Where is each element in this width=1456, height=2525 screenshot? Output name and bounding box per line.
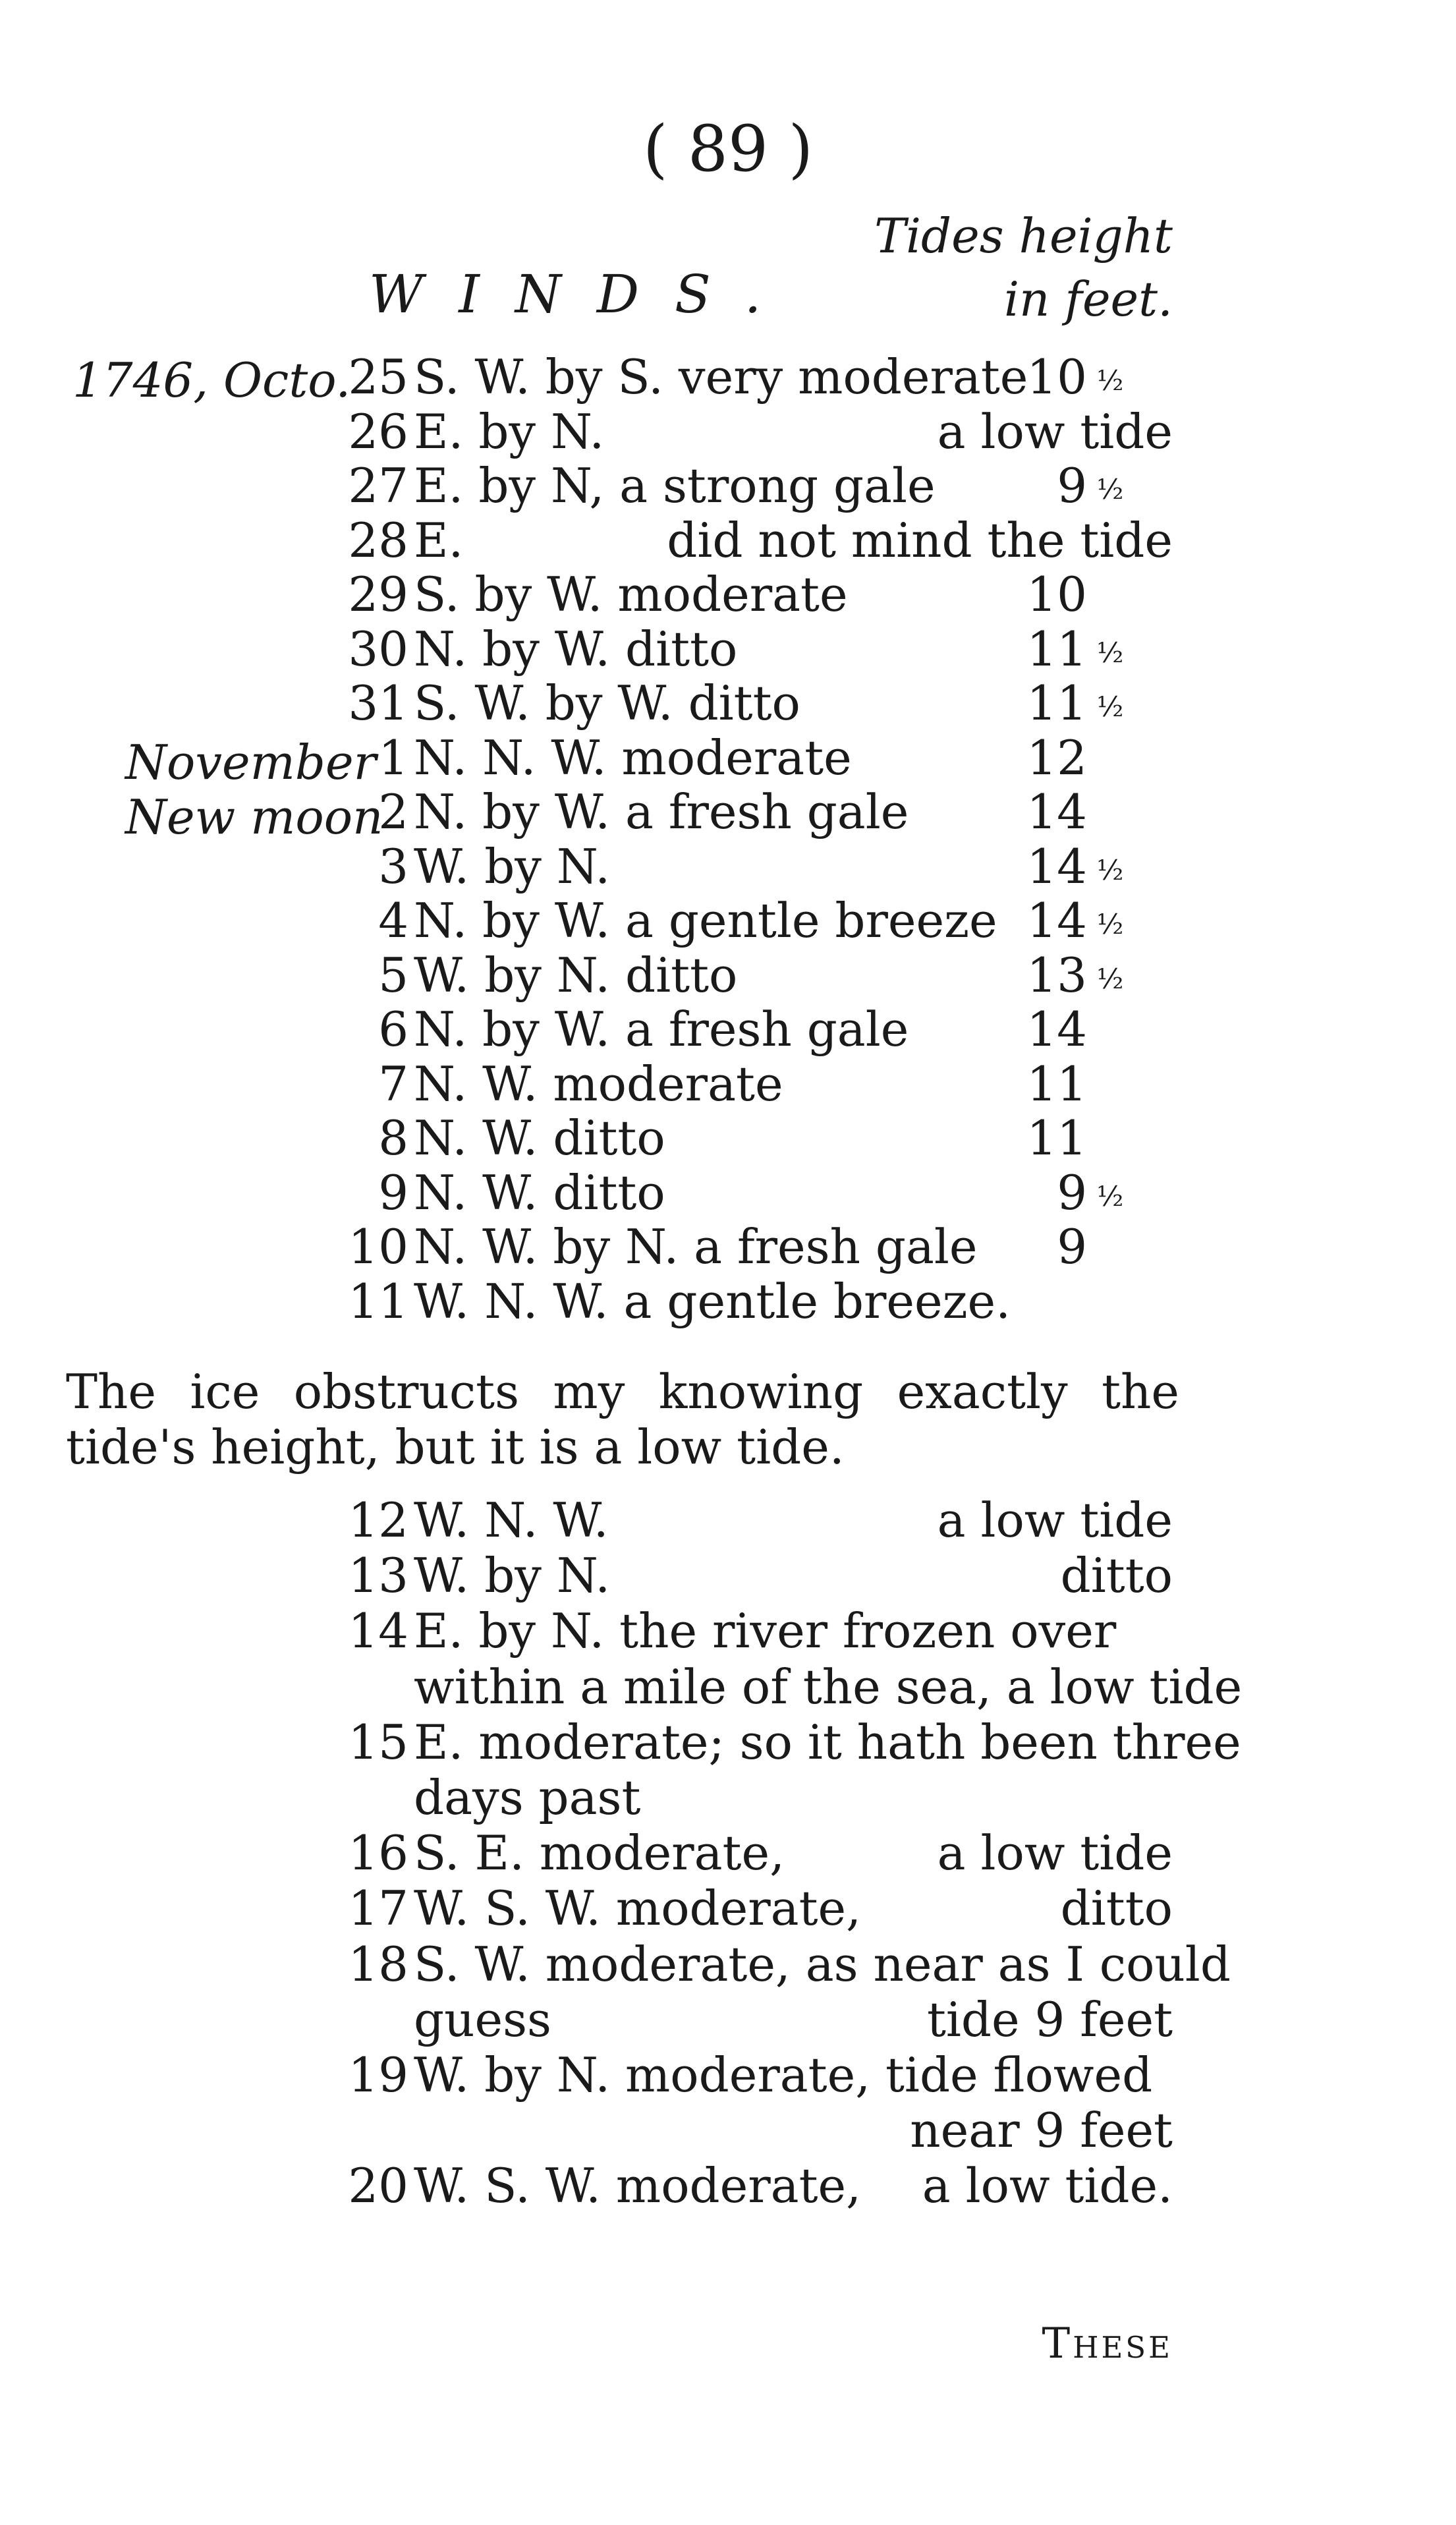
tide-height-fraction: ½ <box>1096 636 1124 669</box>
entry-row <box>0 513 1456 568</box>
entry-day: 25 <box>348 349 408 405</box>
entry-wind-description: W. N. W. <box>414 1492 609 1548</box>
entry-wind-description: N. by W. a fresh gale <box>414 784 909 839</box>
tide-height-value: 14 <box>1026 1002 1087 1057</box>
tide-height-value: 9 <box>1057 458 1087 513</box>
entry-row <box>0 675 1456 731</box>
entry-row <box>0 349 1456 405</box>
entry-row <box>0 1715 1456 1770</box>
entry-row <box>0 948 1456 1003</box>
entry-row <box>0 1770 1456 1825</box>
entry-day: 12 <box>348 1492 408 1548</box>
tide-height-value: 14 <box>1026 838 1087 894</box>
entry-day: 17 <box>348 1881 408 1937</box>
entry-row <box>0 1492 1456 1548</box>
entry-row <box>0 1881 1456 1936</box>
entry-day: 6 <box>378 1002 408 1057</box>
entry-row <box>0 1937 1456 1992</box>
entry-day: 10 <box>348 1219 408 1274</box>
entry-wind-description: N. by W. ditto <box>414 621 738 677</box>
entry-tide-height <box>1026 1110 1133 1166</box>
entry-day: 14 <box>348 1603 408 1659</box>
entry-row <box>0 1274 1456 1329</box>
entry-row <box>0 1002 1456 1057</box>
entry-wind-description: W. by N. ditto <box>414 947 738 1003</box>
entry-row <box>0 2047 1456 2103</box>
entry-wind-description: N. W. ditto <box>414 1110 665 1166</box>
tide-height-value: 10 <box>1026 349 1087 405</box>
entry-row <box>0 1056 1456 1112</box>
entry-row <box>0 1165 1456 1220</box>
tides-height-header <box>874 204 1173 331</box>
entry-tide-height <box>1026 948 1133 1007</box>
tide-height-fraction: ½ <box>1096 908 1124 940</box>
tide-height-value: 14 <box>1026 893 1087 948</box>
november-label: November <box>125 735 377 790</box>
entry-wind-description: S. by W. moderate <box>414 567 848 622</box>
entry-wind-description: N. by W. a fresh gale <box>414 1002 909 1057</box>
entry-tide-height <box>1087 1274 1133 1329</box>
entry-wind-description: E. moderate; so it hath been three <box>414 1714 1241 1770</box>
entry-row <box>0 1110 1456 1166</box>
entry-wind-description: W. S. W. moderate, <box>414 2158 862 2214</box>
entry-day: 15 <box>348 1714 408 1770</box>
entry-row <box>0 2103 1456 2158</box>
entry-tide-height <box>1026 675 1133 735</box>
entry-day: 13 <box>348 1548 408 1604</box>
entry-wind-description: W. by N. <box>414 1548 611 1604</box>
entry-tide-height <box>1057 458 1133 517</box>
entry-tide-height <box>1026 784 1133 839</box>
entry-tide-height <box>1026 567 1133 622</box>
entry-wind-description: E. <box>414 512 464 568</box>
entry-day: 3 <box>378 838 408 894</box>
entry-wind-description: N. W. ditto <box>414 1164 665 1220</box>
entry-day: 5 <box>378 947 408 1003</box>
entry-day: 27 <box>348 458 408 513</box>
entry-row <box>0 1659 1456 1715</box>
tide-height-value: 11 <box>1026 621 1087 677</box>
entry-tide-height <box>1026 839 1133 898</box>
new-moon-label: New moon <box>125 789 383 845</box>
tide-height-fraction: ½ <box>1096 364 1124 397</box>
entry-tide-note: did not mind the tide <box>667 512 1173 568</box>
entry-day: 1 <box>378 729 408 785</box>
tide-height-value: 11 <box>1026 1110 1087 1166</box>
entry-tide-height <box>1087 404 1133 459</box>
tides-header-line-2: in feet. <box>1004 271 1173 327</box>
year-month-label: 1746, Octo. <box>72 353 351 408</box>
entry-tide-height <box>1026 349 1133 409</box>
tide-height-fraction: ½ <box>1096 691 1124 723</box>
entry-tide-note: ditto <box>1060 1881 1173 1937</box>
entry-tide-note: a low tide <box>937 1492 1173 1548</box>
entry-day: 16 <box>348 1825 408 1881</box>
entry-day: 31 <box>348 675 408 731</box>
catchword: These <box>1042 2319 1173 2368</box>
entry-day: 19 <box>348 2047 408 2103</box>
tide-height-fraction: ½ <box>1096 853 1124 886</box>
winds-heading: WINDS. <box>369 264 797 325</box>
entry-wind-description: S. W. by W. ditto <box>414 675 800 731</box>
entry-wind-description: W. S. W. moderate, <box>414 1881 862 1937</box>
entry-day: 18 <box>348 1936 408 1992</box>
entry-tide-height <box>1026 893 1133 952</box>
entry-day: 29 <box>348 567 408 622</box>
entry-row <box>0 2158 1456 2213</box>
entry-day: 7 <box>378 1056 408 1112</box>
entry-wind-description: S. W. moderate, as near as I could <box>414 1936 1231 1992</box>
entry-tide-height <box>1057 1219 1133 1274</box>
entry-row <box>0 1992 1456 2047</box>
entry-tide-note: ditto <box>1060 1548 1173 1604</box>
entry-row <box>0 1603 1456 1659</box>
entry-wind-description: W. N. W. a gentle breeze. <box>414 1273 1011 1329</box>
entry-tide-height <box>1087 513 1133 568</box>
entry-day: 8 <box>378 1110 408 1166</box>
entry-row <box>0 784 1456 839</box>
entry-wind-description: N. by W. a gentle breeze <box>414 893 997 948</box>
entry-wind-description: guess <box>414 1991 551 2047</box>
entry-day: 26 <box>348 403 408 459</box>
tide-height-value: 9 <box>1057 1164 1087 1220</box>
entry-tide-note: a low tide <box>937 1825 1173 1881</box>
tide-height-fraction: ½ <box>1096 962 1124 995</box>
entry-tide-note: a low tide <box>937 403 1173 459</box>
tide-height-value: 11 <box>1026 675 1087 731</box>
entry-row <box>0 621 1456 677</box>
tide-height-fraction: ½ <box>1096 473 1124 505</box>
tide-height-value: 9 <box>1057 1219 1087 1274</box>
entry-row <box>0 893 1456 948</box>
entry-row <box>0 458 1456 513</box>
entry-row <box>0 1219 1456 1274</box>
entry-wind-description: E. by N. the river frozen over <box>414 1603 1117 1659</box>
entry-row <box>0 1548 1456 1603</box>
entry-wind-description: N. N. W. moderate <box>414 729 852 785</box>
entry-tide-height <box>1026 1056 1133 1112</box>
entry-day: 2 <box>378 784 408 839</box>
tide-height-value: 11 <box>1026 1056 1087 1112</box>
entry-wind-description: S. E. moderate, <box>414 1825 785 1881</box>
entry-wind-description: N. W. by N. a fresh gale <box>414 1219 978 1274</box>
entry-tide-height <box>1026 730 1133 785</box>
entry-wind-description: N. W. moderate <box>414 1056 783 1112</box>
entry-tide-note: tide 9 feet <box>926 1991 1173 2047</box>
entry-wind-description: W. by N. <box>414 838 611 894</box>
entry-wind-description: S. W. by S. very moderate <box>414 349 1028 405</box>
tide-height-value: 13 <box>1026 947 1087 1003</box>
entry-day: 28 <box>348 512 408 568</box>
entry-tide-height <box>1057 1165 1133 1224</box>
entry-tide-note: a low tide. <box>922 2158 1173 2214</box>
entry-row <box>0 1825 1456 1881</box>
entry-day: 20 <box>348 2158 408 2214</box>
entry-row <box>0 839 1456 894</box>
entry-day: 30 <box>348 621 408 677</box>
ice-note-paragraph: The ice obstructs my knowing exactly the tide's height, but it is a low tide. <box>66 1364 1179 1475</box>
entry-wind-description: E. by N. <box>414 403 605 459</box>
entry-row <box>0 730 1456 785</box>
tide-height-fraction: ½ <box>1096 1179 1124 1212</box>
tides-header-line-1: Tides height <box>874 208 1173 264</box>
tide-height-value: 12 <box>1026 729 1087 785</box>
entry-wind-description: W. by N. moderate, tide flowed <box>414 2047 1153 2103</box>
entry-wind-description: within a mile of the sea, a low tide <box>414 1659 1243 1715</box>
tide-height-value: 10 <box>1026 567 1087 622</box>
entry-tide-note: near 9 feet <box>910 2103 1173 2159</box>
page-number: ( 89 ) <box>642 112 814 186</box>
entry-wind-description: days past <box>414 1770 641 1825</box>
tide-height-value: 14 <box>1026 784 1087 839</box>
entry-day: 4 <box>378 893 408 948</box>
entry-tide-height <box>1026 1002 1133 1057</box>
entry-day: 9 <box>378 1164 408 1220</box>
entry-row <box>0 404 1456 459</box>
entry-row <box>0 567 1456 622</box>
entry-tide-height <box>1026 621 1133 681</box>
entry-wind-description: E. by N, a strong gale <box>414 458 936 513</box>
entry-day: 11 <box>348 1273 408 1329</box>
